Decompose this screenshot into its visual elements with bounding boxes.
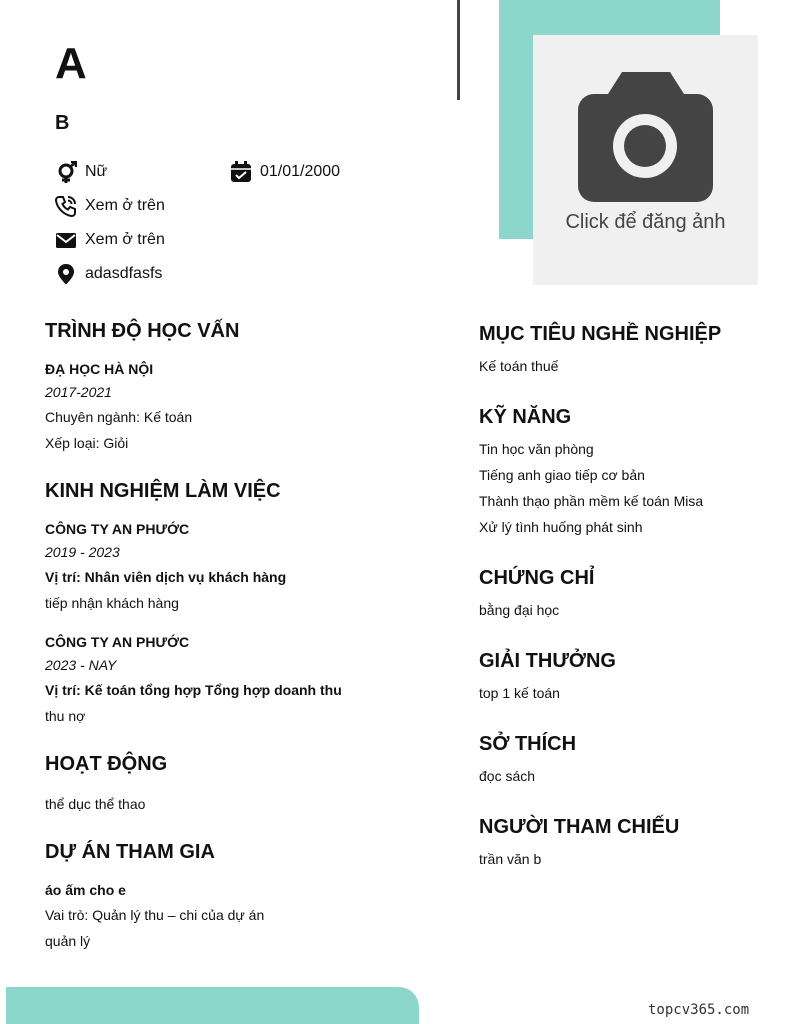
certificates-heading: CHỨNG CHỈ (479, 567, 595, 589)
address-value: adasdfasfs (85, 265, 163, 282)
experience-period: 2019 - 2023 (45, 544, 120, 560)
email-row (55, 229, 165, 251)
watermark: topcv365.com (648, 1002, 750, 1018)
project-name: áo ấm cho e (45, 882, 126, 898)
education-grade: Xếp loại: Giỏi (45, 435, 129, 451)
experience-position: Vị trí: Kế toán tổng hợp Tổng hợp doanh thu (45, 682, 342, 698)
gender-row (55, 161, 107, 183)
job-title: B (55, 112, 70, 134)
skill-item: Xử lý tình huống phát sinh (479, 519, 643, 535)
birthday-value: 01/01/2000 (260, 163, 341, 180)
skill-item: Thành thạo phần mềm kế toán Misa (479, 493, 704, 509)
skills-heading: KỸ NĂNG (479, 406, 572, 428)
experience-company: CÔNG TY AN PHƯỚC (45, 634, 190, 650)
experience-period: 2023 - NAY (45, 657, 117, 673)
education-school: ĐẠ HỌC HÀ NỘI (45, 361, 154, 377)
activities-text: thể dục thể thao (45, 796, 146, 812)
hobbies-text: đọc sách (479, 768, 536, 784)
activities-heading: HOẠT ĐỘNG (45, 753, 168, 775)
experience-heading: KINH NGHIỆM LÀM VIỆC (45, 480, 281, 502)
calendar-icon (230, 161, 252, 183)
certificates-text: bằng đại học (479, 602, 560, 618)
photo-upload[interactable] (533, 35, 758, 285)
objective-heading: MỤC TIÊU NGHỀ NGHIỆP (479, 323, 722, 345)
education-heading: TRÌNH ĐỘ HỌC VẤN (45, 320, 240, 342)
location-pin-icon (55, 263, 77, 285)
phone-value: Xem ở trên (85, 197, 165, 214)
camera-icon (578, 72, 713, 202)
experience-company: CÔNG TY AN PHƯỚC (45, 521, 190, 537)
experience-description: tiếp nhận khách hàng (45, 595, 179, 611)
objective-text: Kế toán thuế (479, 358, 559, 374)
phone-row (55, 195, 165, 217)
phone-icon (55, 195, 77, 217)
awards-heading: GIẢI THƯỞNG (479, 650, 616, 672)
project-role: Vai trò: Quản lý thu – chi của dự án (45, 907, 265, 923)
address-row (55, 263, 162, 285)
skill-item: Tin học văn phòng (479, 441, 594, 457)
envelope-icon (55, 229, 77, 251)
experience-description: thu nợ (45, 708, 86, 724)
photo-upload-label: Click để đăng ảnh (565, 211, 726, 233)
projects-heading: DỰ ÁN THAM GIA (45, 841, 215, 863)
email-value: Xem ở trên (85, 231, 165, 248)
awards-text: top 1 kế toán (479, 685, 560, 701)
references-text: trần văn b (479, 851, 542, 867)
birthday-row (230, 161, 340, 183)
gender-icon (55, 161, 77, 183)
candidate-name: A (55, 39, 87, 88)
education-major: Chuyên ngành: Kế toán (45, 409, 193, 425)
references-heading: NGƯỜI THAM CHIẾU (479, 816, 680, 838)
accent-block-bottom (6, 987, 419, 1024)
education-period: 2017-2021 (45, 384, 112, 400)
gender-value: Nữ (85, 163, 108, 180)
hobbies-heading: SỞ THÍCH (479, 733, 577, 755)
experience-position: Vị trí: Nhân viên dịch vụ khách hàng (45, 569, 287, 585)
skill-item: Tiếng anh giao tiếp cơ bản (479, 467, 645, 483)
project-description: quản lý (45, 933, 91, 949)
header-divider (457, 0, 460, 100)
